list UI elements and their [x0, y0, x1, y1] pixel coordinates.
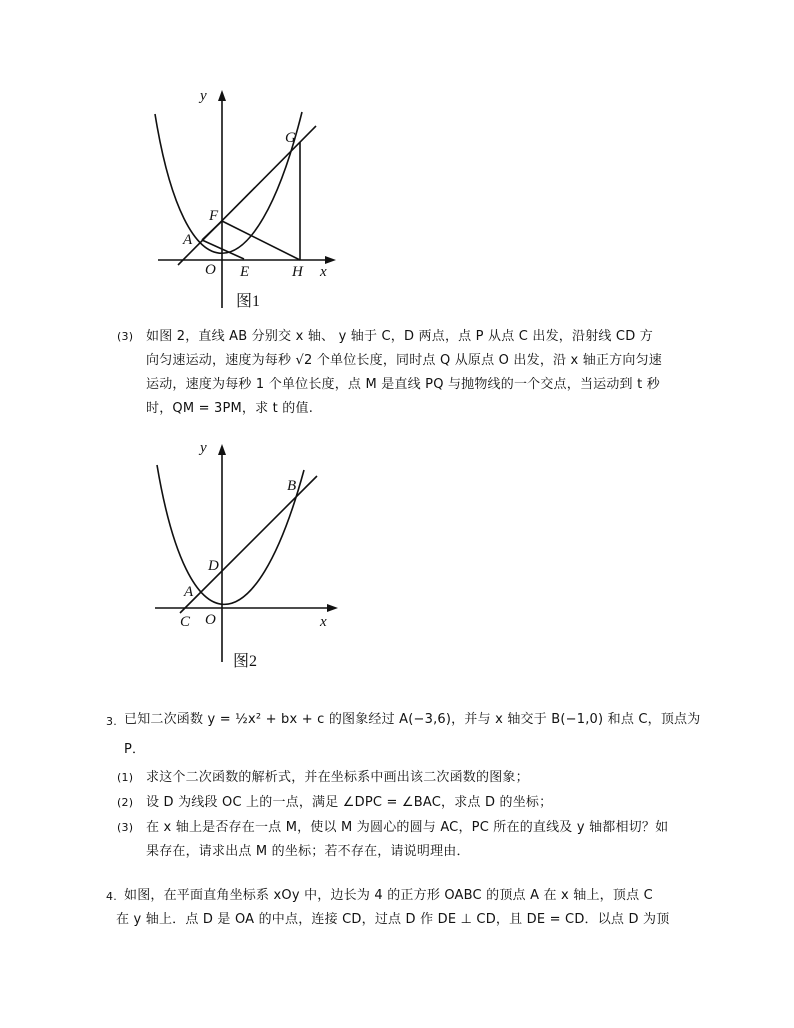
fig2-caption: 图2	[233, 653, 258, 670]
fig2-label-b: B	[287, 478, 297, 494]
question-3-part-2	[117, 791, 553, 815]
fig2-label-c: C	[180, 614, 191, 630]
fig1-label-f: F	[209, 208, 219, 224]
fig2-x-arrow	[327, 604, 338, 612]
question-4-number: 4.	[106, 890, 117, 903]
question-3-part-1-number: (1)	[117, 771, 134, 784]
question-3	[106, 708, 724, 762]
question-2-part-3-number: (3)	[117, 330, 134, 343]
question-3-part-3	[117, 816, 669, 864]
fig2-label-y: y	[200, 440, 207, 456]
fig1-caption: 图1	[236, 293, 261, 310]
q3p2-text: 设 D 为线段 OC 上的一点，满足 ∠DPC = ∠BAC，求点 D 的坐标；	[146, 795, 553, 810]
question-3-part-1	[117, 766, 529, 790]
question-3-part-2-number: (2)	[117, 796, 134, 809]
fig1-label-e: E	[240, 264, 250, 280]
q3p1-text: 求这个二次函数的解析式，并在坐标系中画出该二次函数的图象；	[146, 770, 529, 785]
fig2-parabola	[157, 465, 304, 604]
fig2-y-arrow	[218, 444, 226, 455]
q2p3-line-4: 时，QM = 3PM，求 t 的值.	[146, 401, 314, 416]
q3p3-line-2: 果存在，请求出点 M 的坐标；若不存在，请说明理由．	[146, 844, 470, 859]
q2p3-line-2: 向匀速运动，速度为每秒 √2 个单位长度，同时点 Q 从原点 O 出发，沿 x 轴正方向匀速	[146, 353, 662, 368]
fig1-label-o: O	[205, 262, 216, 278]
fig1-label-y: y	[200, 88, 207, 104]
fig2-label-x: x	[320, 614, 327, 630]
question-3-part-3-number: (3)	[117, 821, 134, 834]
fig1-label-a: A	[183, 232, 193, 248]
fig1-label-g: G	[285, 130, 296, 146]
fig1-label-x: x	[320, 264, 327, 280]
fig2-label-o: O	[205, 612, 216, 628]
fig1-label-h: H	[292, 264, 303, 280]
question-3-number: 3.	[106, 715, 117, 728]
q2p3-line-1: 如图 2，直线 AB 分别交 x 轴、 y 轴于 C，D 两点，点 P 从点 C 出发，沿射线 CD 方	[146, 329, 653, 344]
q4-line-1: 如图，在平面直角坐标系 xOy 中，边长为 4 的正方形 OABC 的顶点 A 在 x 轴上，顶点 C	[124, 888, 653, 903]
fig2-label-d: D	[208, 558, 219, 574]
q2p3-line-3: 运动，速度为每秒 1 个单位长度，点 M 是直线 PQ 与抛物线的一个交点，当运动到 t 秒	[146, 377, 660, 392]
question-4	[106, 884, 724, 932]
q3p3-line-1: 在 x 轴上是否存在一点 M，使以 M 为圆心的圆与 AC，PC 所在的直线及 y 轴都相切？如	[146, 820, 669, 835]
fig2-label-a: A	[184, 584, 194, 600]
q3-intro-cont: P．	[124, 742, 146, 757]
q3-intro: 已知二次函数 y = ½x² + bx + c 的图象经过 A(−3,6)，并与 x 轴交于 B(−1,0) 和点 C，顶点为	[124, 712, 701, 727]
q4-line-2: 在 y 轴上．点 D 是 OA 的中点，连接 CD，过点 D 作 DE ⊥ CD，且 DE = CD．以点 D 为顶	[116, 912, 670, 927]
